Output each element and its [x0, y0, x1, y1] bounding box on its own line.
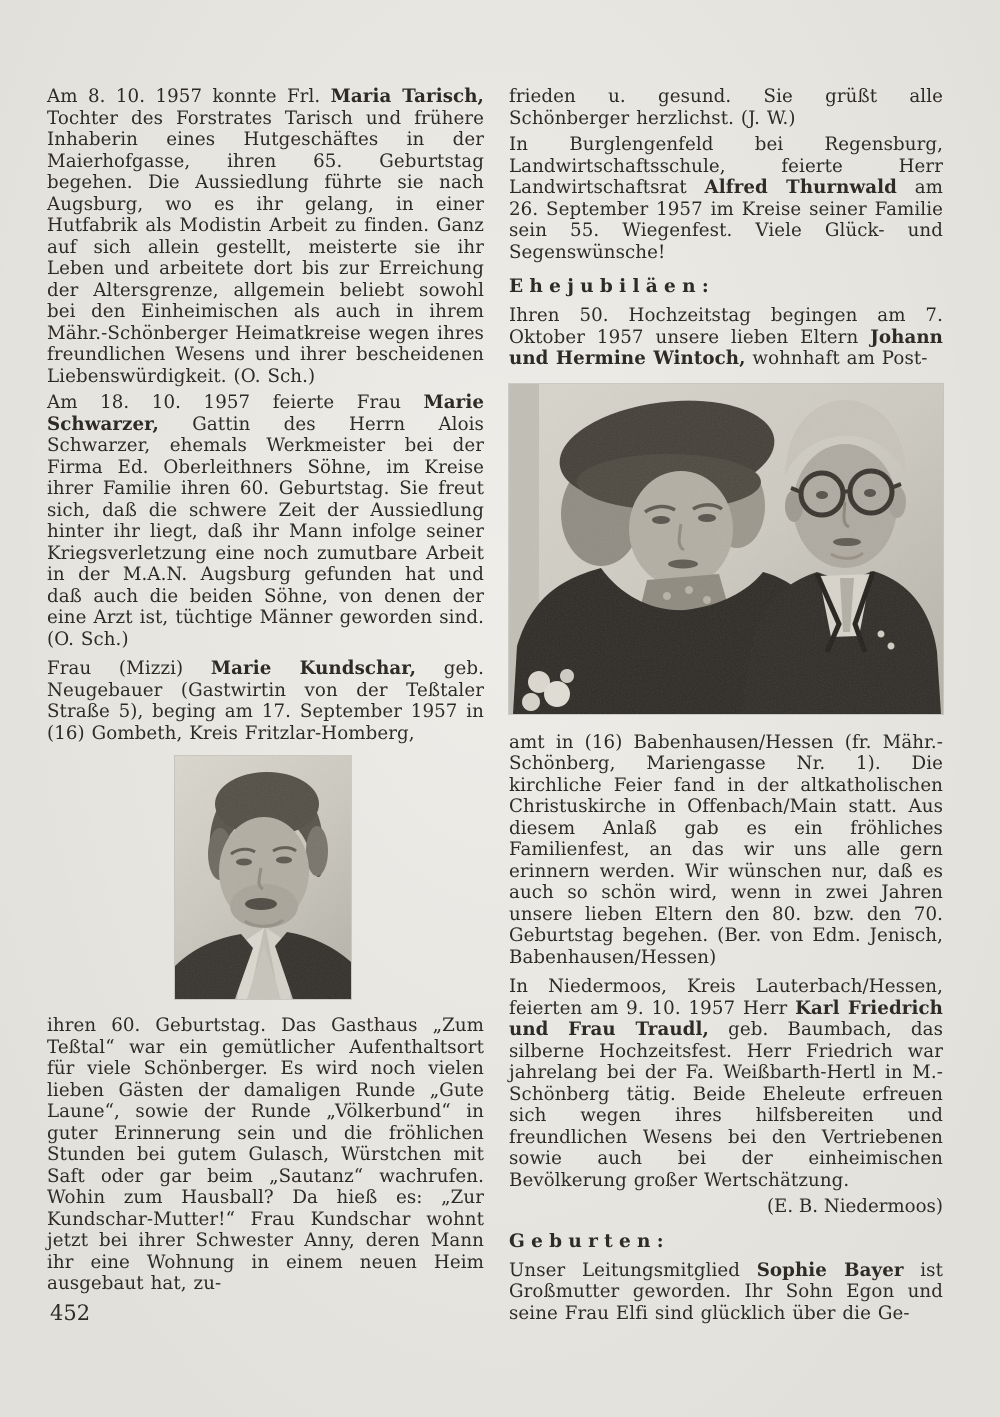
- portrait-woman-photo: [175, 756, 351, 999]
- page-number: 452: [50, 1301, 91, 1325]
- paragraph-wintoch-continued: amt in (16) Babenhausen/Hessen (fr. Mähr.-Schönberg, Mariengasse Nr. 1). Die kirchliche Feier fand in der altkatholischen Christuskirche in Offenbach/Main statt. Aus diesem Anlaß gab es ein fröhliches Familienfest, an das wir uns alle gern erinnern werden. Wir wünschen nur, daß es auch so schön wird, wenn in zwei Jahren unsere lieben Eltern den 80. bzw. den 70. Geburtstag begehen. (Ber. von Edm. Jenisch, Babenhausen/Hessen): [509, 731, 943, 968]
- paragraph-alfred-thurnwald: [509, 134, 943, 263]
- paragraph-text: Am 18. 10. 1957 feierte Frau: [47, 392, 424, 413]
- person-name-bold: Maria Tarisch,: [330, 86, 484, 107]
- photo-wintoch-couple: [509, 384, 943, 714]
- paragraph-marie-schwarzer: [47, 392, 484, 650]
- paragraph-text: am 26. September 1957 im Kreise seiner Familie sein 55. Wiegenfest. Viele Glück- und Segenswünsche!: [509, 177, 943, 263]
- paragraph-text: Am 8. 10. 1957 konnte Frl.: [47, 86, 331, 107]
- left-column: [47, 86, 484, 1300]
- paragraph-text: wohnhaft am Post-: [745, 348, 928, 369]
- paragraph-text: Frau (Mizzi): [47, 658, 211, 679]
- photo-marie-kundschar: [175, 756, 351, 999]
- person-name-bold: Sophie Bayer: [756, 1259, 904, 1281]
- person-name-bold: Alfred Thurnwald: [704, 177, 897, 198]
- paragraph-marie-kundschar: [47, 658, 484, 744]
- paragraph-text: geb. Baumbach, das silberne Hochzeitsfest. Herr Friedrich war jahrelang bei der Fa. Weißbarth-Hertl in M.-Schönberg tätig. Beide Eheleute erfreuen sich wegen ihres hilfsbereiten und freundlichen Wesens bei den Vertriebenen sowie auch bei der einheimischen Bevölkerung großer Wertschätzung.: [509, 1019, 943, 1191]
- paragraph-maria-tarisch: [47, 86, 484, 387]
- right-column: [509, 86, 943, 1329]
- person-name-bold: Marie Kundschar,: [210, 658, 417, 679]
- paragraph-text: Unser Leitungsmitglied: [509, 1259, 757, 1281]
- paragraph-text: In Burglengenfeld bei Regensburg, Landwirtschaftsschule, feierte Herr Landwirtschaftsrat: [509, 134, 943, 198]
- person-name-bold: Johann und Hermine Wintoch,: [509, 326, 943, 369]
- paragraph-text: Gattin des Herrn Alois Schwarzer, ehemals Werkmeister bei der Firma Ed. Oberleithners Söhne, im Kreise ihrer Familie ihren 60. Geburtstag. Sie freut sich, daß die schwere Zeit der Aussiedlung hinter ihr liegt, daß ihr Mann infolge seiner Kriegsverletzung eine noch zumutbare Arbeit in der M.A.N. Augsburg gefunden hat und daß auch die beiden Söhne, von denen der eine Arzt ist, tüchtige Männer geworden sind. (O. Sch.): [47, 413, 484, 650]
- signature-niedermoos: (E. B. Niedermoos): [766, 1196, 943, 1217]
- paragraph-text: Tochter des Forstrates Tarisch und frühere Inhaberin eines Hutgeschäftes in der Maierhofgasse, ihren 65. Geburtstag begehen. Die Aussiedlung führte sie nach Augsburg, wo es ihr gelang, in einer Hutfabrik als Modistin Arbeit zu finden. Ganz auf sich allein gestellt, meisterte sie ihr Leben und arbeitete dort bis zur Erreichung der Altersgrenze, allgemein beliebt sowohl bei den Einheimischen als auch in ihrem Mähr.-Schönberger Heimatkreise wegen ihres freundlichen Wesens und ihrer bescheidenen Liebenswürdigkeit. (O. Sch.): [47, 107, 484, 387]
- paragraph-text: Ihren 50. Hochzeitstag begingen am 7. Oktober 1957 unsere lieben Eltern: [509, 305, 943, 348]
- paragraph-text: geb. Neugebauer (Gastwirtin von der Teßtaler Straße 5), beging am 17. September 1957 in (16) Gombeth, Kreis Fritzlar-Homberg,: [47, 658, 484, 744]
- paragraph-wintoch: [509, 305, 943, 370]
- paragraph-sophie-bayer: [509, 1260, 943, 1325]
- person-name-bold: Marie Schwarzer,: [47, 392, 484, 435]
- elderly-couple-photo: [509, 384, 943, 714]
- paragraph-karl-friedrich: [509, 976, 943, 1191]
- paragraph-kundschar-continued: ihren 60. Geburtstag. Das Gasthaus „Zum Teßtal“ war ein gemütlicher Aufenthaltsort für viele Schönberger. Es wird noch vielen lieben Gästen der damaligen Runde „Gute Laune“, sowie der Runde „Völkerbund“ in guter Erinnerung sein und die fröhlichen Stunden bei gutem Gulasch, Würstchen mit Saft oder gar beim „Sautanz“ wachrufen. Wohin zum Hausball? Da hieß es: „Zur Kundschar-Mutter!“ Frau Kundschar wohnt jetzt bei ihrer Schwester Anny, deren Mann ihr eine Wohnung in einem neuen Heim ausgebaut hat, zu-: [47, 1015, 484, 1294]
- heading-geburten: Geburten:: [509, 1230, 670, 1252]
- paragraph-text: ist Großmutter geworden. Ihr Sohn Egon und seine Frau Elfi sind glücklich über die Ge-: [509, 1259, 943, 1324]
- heading-ehejubilaeen: Ehejubiläen:: [509, 276, 715, 297]
- paragraph-continuation: frieden u. gesund. Sie grüßt alle Schönberger herzlichst. (J. W.): [509, 86, 943, 129]
- person-name-bold: Karl Friedrich und Frau Traudl,: [509, 997, 943, 1040]
- paragraph-text: In Niedermoos, Kreis Lauterbach/Hessen, feierten am 9. 10. 1957 Herr: [509, 976, 943, 1019]
